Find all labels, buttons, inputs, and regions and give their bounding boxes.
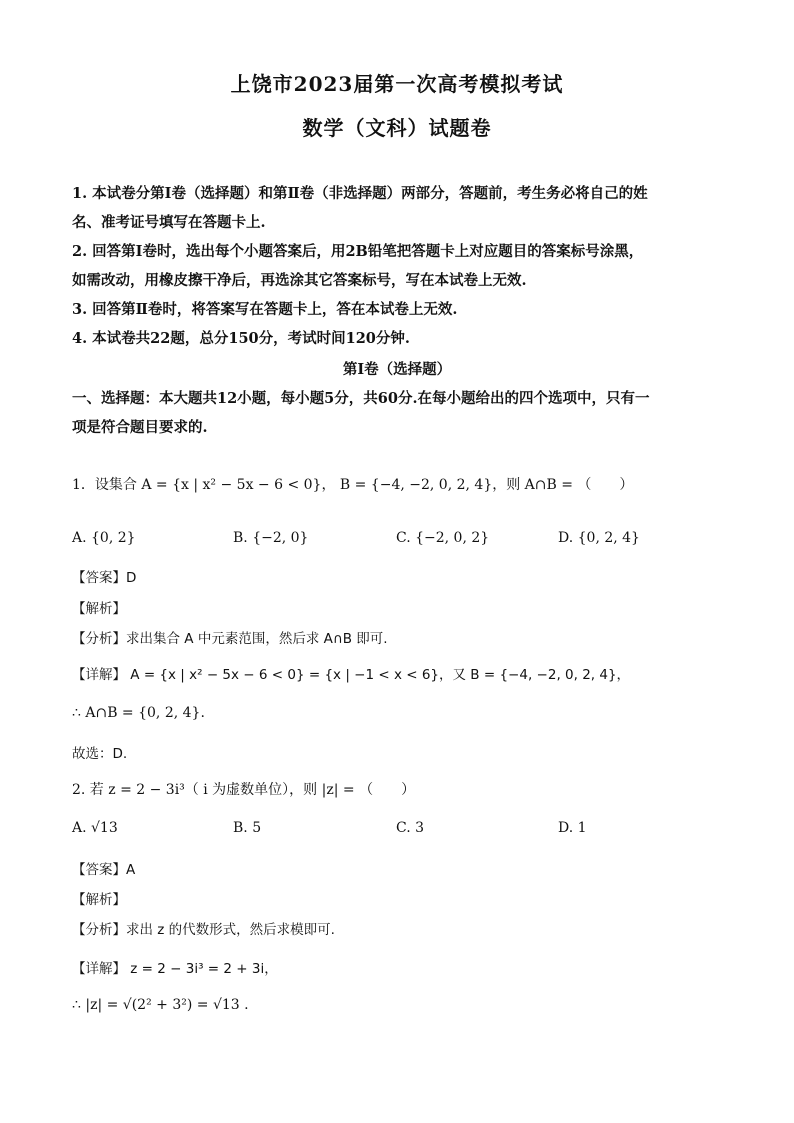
exam-subtitle: 数学（文科）试题卷 (302, 116, 492, 140)
q2-stem: 2. 若 z = 2 − 3i³（ i 为虚数单位），则 |z| = （ ） (72, 782, 416, 798)
q1-therefore: ∴ A∩B = {0, 2, 4}. (72, 705, 205, 721)
exam-title: 上饶市2023届第一次高考模拟考试 (230, 72, 564, 96)
q1-option-b: B. {−2, 0} (233, 530, 309, 546)
instruction-line: 3. 回答第Ⅱ卷时，将答案写在答题卡上，答在本试卷上无效. (72, 301, 458, 318)
q2-therefore: ∴ |z| = √(2² + 3²) = √13 . (72, 997, 249, 1013)
q1-choose: 故选：D. (72, 746, 128, 762)
q2-detail: 【详解】 z = 2 − 3i³ = 2 + 3i， (72, 961, 278, 977)
section-intro-line: 一、选择题：本大题共12小题，每小题5分，共60分.在每小题给出的四个选项中，只有一 (72, 390, 650, 407)
section-title: 第Ⅰ卷（选择题） (342, 361, 452, 378)
instruction-line: 4. 本试卷共22题，总分150分，考试时间120分钟. (72, 330, 410, 347)
instruction-line: 1. 本试卷分第Ⅰ卷（选择题）和第Ⅱ卷（非选择题）两部分，答题前，考生务必将自己的姓 (72, 185, 648, 202)
q1-jiexi-label: 【解析】 (72, 601, 126, 617)
q1-option-a: A. {0, 2} (72, 530, 136, 546)
q2-option-b: B. 5 (233, 820, 262, 836)
q2-answer: 【答案】A (72, 862, 136, 878)
q2-jiexi-label: 【解析】 (72, 892, 126, 908)
q1-option-d: D. {0, 2, 4} (558, 530, 640, 546)
q1-detail: 【详解】 A = {x | x² − 5x − 6 < 0} = {x | −1 < x < 6}，又 B = {−4, −2, 0, 2, 4}， (72, 667, 631, 683)
q1-option-c: C. {−2, 0, 2} (396, 530, 490, 546)
instruction-line: 2. 回答第Ⅰ卷时，选出每个小题答案后，用2B铅笔把答题卡上对应题目的答案标号涂黑， (72, 243, 644, 260)
q2-analysis: 【分析】求出 z 的代数形式，然后求模即可. (72, 922, 335, 938)
q1-answer: 【答案】D (72, 570, 137, 586)
section-intro-line: 项是符合题目要求的. (72, 419, 208, 436)
q2-option-c: C. 3 (396, 820, 425, 836)
q1-stem: 1．设集合 A = {x | x² − 5x − 6 < 0}， B = {−4, −2, 0, 2, 4}，则 A∩B = （ ） (72, 477, 634, 493)
q1-analysis: 【分析】求出集合 A 中元素范围，然后求 A∩B 即可. (72, 631, 388, 647)
q2-option-a: A. √13 (72, 820, 118, 836)
instruction-line: 名、准考证号填写在答题卡上. (72, 214, 266, 231)
instruction-line: 如需改动，用橡皮擦干净后，再选涂其它答案标号，写在本试卷上无效. (72, 272, 527, 289)
q2-option-d: D. 1 (558, 820, 587, 836)
